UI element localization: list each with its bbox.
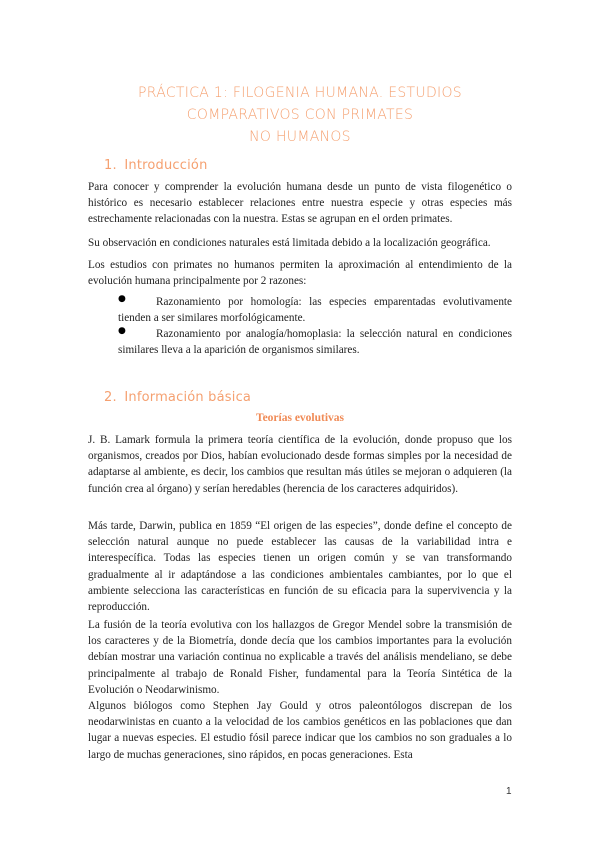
section-heading-informacion-basica — [104, 390, 251, 405]
page-number: 1 — [506, 786, 512, 797]
basic-paragraph-2: Más tarde, Darwin, publica en 1859 “El origen de las especies”, donde define el concepto de selección natural aunque no puede establecer las causas de la variabilidad intra e interespecífica. Todas las especies tienen un origen común y se van transformando gradualmente al ir adaptándose a las condiciones ambientales cambiantes, por lo que el ambiente selecciona las características en función de su eficacia para la supervivencia y la reproducción. — [88, 520, 512, 614]
section-number: 2. — [104, 390, 117, 405]
bullet-icon: ● — [118, 294, 126, 304]
bullet-text: Razonamiento por analogía/homoplasia: la selección natural en condiciones similares lleva a la aparición de organismos similares. — [118, 328, 512, 357]
subsection-title: Teorías evolutivas — [255, 412, 345, 424]
basic-paragraph-3: La fusión de la teoría evolutiva con los hallazgos de Gregor Mendel sobre la transmisión de los caracteres y de la Biometría, donde decía que los cambios importantes para la evolución debían mostrar una variación continua no explicable a través del análisis mendeliano, se debe principalmente al trabajo de Ronald Fisher, fundamental para la Teoría Sintética de la Evolución o Neodarwinismo. — [88, 619, 512, 696]
section-title: Información básica — [124, 390, 252, 405]
title-line-2: NO HUMANOS — [249, 129, 351, 145]
title-line-1: PRÁCTICA 1: FILOGENIA HUMANA. ESTUDIOS COMPARATIVOS CON PRIMATES — [138, 85, 462, 123]
basic-paragraph-1: J. B. Lamark formula la primera teoría científica de la evolución, donde propuso que los organismos, creados por Dios, habían evolucionado desde formas simples por la necesidad de adaptarse al ambiente, es decir, los cambios que resultan más útiles se mejoran o adquieren (la función crea al órgano) y serían heredables (herencia de los caracteres adquiridos). — [88, 434, 512, 495]
basic-paragraph-4: Algunos biólogos como Stephen Jay Gould y otros paleontólogos discrepan de los neodarwinistas en cuanto a la velocidad de los cambios genéticos en las poblaciones que dan lugar a nuevas especies. El estudio fósil parece indicar que los cambios no son graduales a lo largo de muchas generaciones, sino rápidos, en pocas generaciones. Esta — [88, 700, 512, 761]
bullet-item — [118, 294, 512, 326]
bullet-icon: ● — [118, 326, 126, 336]
section-heading-introduccion — [104, 158, 208, 173]
bullet-text: Razonamiento por homología: las especies emparentadas evolutivamente tienden a ser similares morfológicamente. — [118, 296, 512, 325]
section-title: Introducción — [124, 158, 208, 173]
section-number: 1. — [104, 158, 117, 173]
document-title — [80, 82, 520, 148]
intro-paragraph-3: Los estudios con primates no humanos permiten la aproximación al entendimiento de la evolución humana principalmente por 2 razones: — [88, 259, 512, 288]
intro-paragraph-1: Para conocer y comprender la evolución humana desde un punto de vista filogenético o histórico es necesario establecer relaciones entre nuestra especie y otras especies más estrechamente relacionadas con la nuestra. Estas se agrupan en el orden primates. — [88, 181, 512, 226]
intro-paragraph-2: Su observación en condiciones naturales está limitada debido a la localización geográfica. — [88, 237, 491, 249]
bullet-item — [118, 326, 512, 358]
